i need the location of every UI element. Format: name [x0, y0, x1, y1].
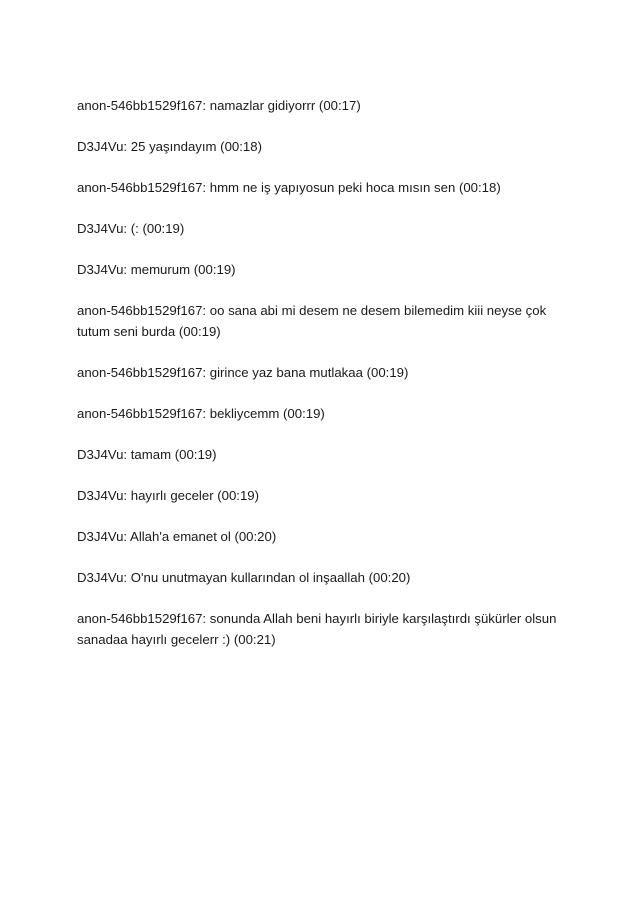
chat-message: D3J4Vu: O'nu unutmayan kullarından ol inşaallah (00:20) — [77, 570, 411, 585]
chat-message: anon-546bb1529f167: girince yaz bana mutlakaa (00:19) — [77, 365, 409, 380]
chat-message: D3J4Vu: hayırlı geceler (00:19) — [77, 488, 260, 503]
chat-message: D3J4Vu: tamam (00:19) — [77, 447, 217, 462]
chat-transcript — [77, 95, 567, 670]
chat-message: anon-546bb1529f167: hmm ne iş yapıyosun peki hoca mısın sen (00:18) — [77, 180, 501, 195]
chat-message: anon-546bb1529f167: namazlar gidiyorrr (00:17) — [77, 98, 361, 113]
chat-message: D3J4Vu: (: (00:19) — [77, 221, 185, 236]
chat-message: D3J4Vu: 25 yaşındayım (00:18) — [77, 139, 262, 154]
chat-message: D3J4Vu: memurum (00:19) — [77, 262, 236, 277]
chat-message: anon-546bb1529f167: oo sana abi mi desem ne desem bilemedim kiii neyse çok tutum seni burda (00:19) — [77, 303, 547, 339]
chat-message: anon-546bb1529f167: bekliycemm (00:19) — [77, 406, 325, 421]
chat-message: anon-546bb1529f167: sonunda Allah beni hayırlı biriyle karşılaştırdı şükürler olsun sanadaa hayırlı gecelerr :) (00:21) — [77, 611, 557, 647]
chat-message: D3J4Vu: Allah'a emanet ol (00:20) — [77, 529, 277, 544]
